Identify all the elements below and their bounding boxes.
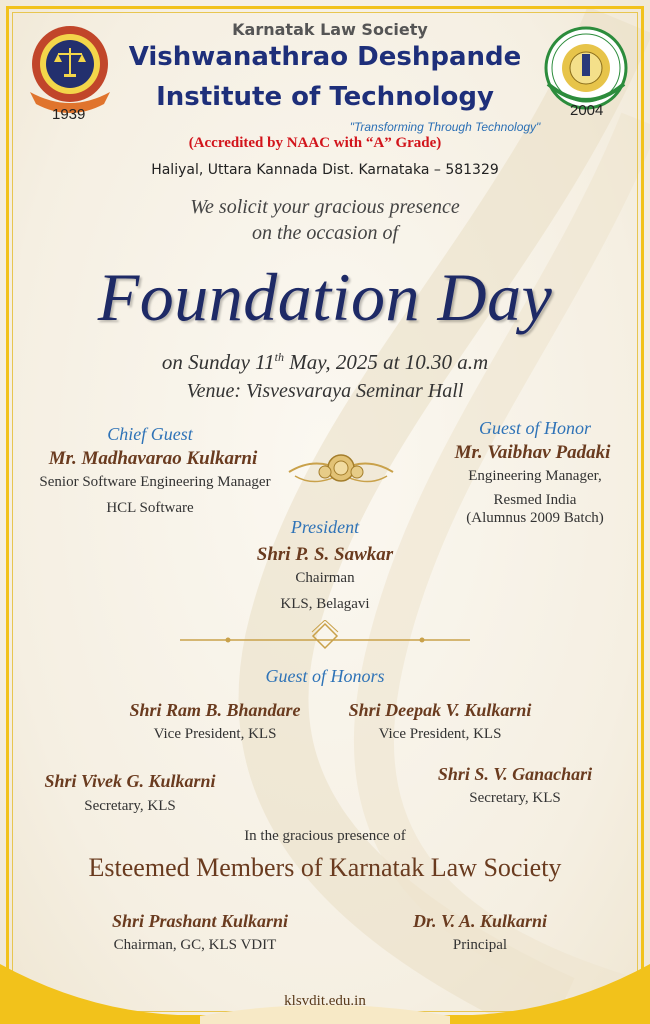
accreditation-text: (Accredited by NAAC with “A” Grade) [188, 135, 442, 151]
footer-wave [0, 944, 650, 1024]
honor-person-4-title: Secretary, KLS [469, 790, 561, 806]
principal-title: Principal [452, 937, 508, 953]
honor-person-1-title: Vice President, KLS [153, 726, 277, 742]
chief-guest-name: Mr. Madhavarao Kulkarni [48, 448, 258, 469]
principal-name: Dr. V. A. Kulkarni [412, 911, 548, 931]
institute-name-line1: Vishwanathrao Deshpande [128, 42, 522, 72]
honor-person-3-title: Secretary, KLS [84, 798, 176, 814]
event-date [100, 350, 550, 375]
honor-person-2-title: Vice President, KLS [378, 726, 502, 742]
chairman-name: Shri Prashant Kulkarni [111, 911, 289, 931]
chairman-title: Chairman, GC, KLS VDIT [113, 937, 277, 953]
chief-guest-org: HCL Software [106, 500, 194, 516]
guest-of-honor-alumnus: (Alumnus 2009 Batch) [466, 510, 604, 526]
founding-year-left: 1939 [52, 106, 86, 123]
guest-of-honor-name: Mr. Vaibhav Padaki [454, 442, 611, 463]
presence-line: In the gracious presence of [244, 828, 406, 844]
honor-person-2-name: Shri Deepak V. Kulkarni [348, 700, 532, 720]
date-prefix: on Sunday 11 [161, 350, 275, 374]
guest-of-honors-heading: Guest of Honors [265, 666, 385, 686]
institute-name-line2: Institute of Technology [156, 82, 494, 112]
president-title: Chairman [295, 570, 355, 586]
president-name: Shri P. S. Sawkar [256, 544, 394, 565]
guest-of-honor-role: Guest of Honor [479, 418, 591, 438]
event-title: Foundation Day [97, 259, 553, 335]
honor-person-1-name: Shri Ram B. Bhandare [129, 700, 301, 720]
guest-of-honor-title: Engineering Manager, [468, 468, 602, 484]
institute-address: Haliyal, Uttara Kannada Dist. Karnataka – 581329 [151, 162, 499, 178]
guest-of-honor-org: Resmed India [493, 492, 577, 508]
president-org: KLS, Belagavi [280, 596, 370, 612]
invitation-line2: on the occasion of [251, 222, 399, 244]
founding-year-right: 2004 [570, 102, 604, 119]
event-venue: Venue: Visvesvaraya Seminar Hall [186, 380, 464, 402]
president-role: President [290, 517, 360, 537]
date-suffix-ordinal: th [274, 350, 284, 364]
chief-guest-role: Chief Guest [107, 424, 193, 444]
rose-ornament [285, 448, 397, 492]
ornamental-divider [180, 620, 470, 650]
website-link[interactable]: klsvdit.edu.in [284, 993, 366, 1009]
invitation-line1: We solicit your gracious presence [190, 196, 460, 218]
honor-person-3-name: Shri Vivek G. Kulkarni [44, 771, 216, 791]
date-rest: May, 2025 at 10.30 a.m [283, 350, 489, 374]
chief-guest-title: Senior Software Engineering Manager [39, 474, 271, 490]
esteemed-members: Esteemed Members of Karnatak Law Society [88, 853, 562, 882]
honor-person-4-name: Shri S. V. Ganachari [437, 764, 593, 784]
society-name: Karnatak Law Society [232, 20, 428, 39]
institute-tagline: "Transforming Through Technology" [349, 120, 541, 134]
